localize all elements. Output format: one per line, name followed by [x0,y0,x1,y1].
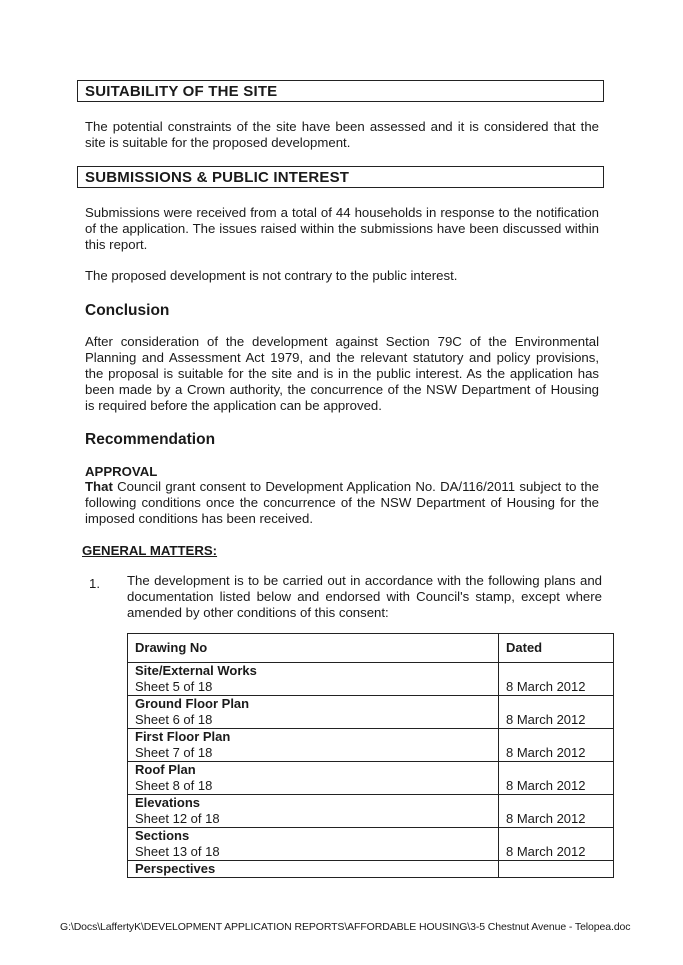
table-row [128,663,614,696]
recommendation-heading: Recommendation [85,431,216,448]
drawing-title: Roof Plan [135,762,196,777]
public-interest-text: The proposed development is not contrary to the public interest. [85,268,458,283]
footer-file-path: G:\Docs\LaffertyK\DEVELOPMENT APPLICATION REPORTS\AFFORDABLE HOUSING\3-5 Chestnut Avenue - Telopea.doc [60,921,631,933]
submissions-text: Submissions were received from a total of 44 households in response to the notification of the application. The issues raised within the submissions have been discussed within this report. [85,205,599,252]
conclusion-text: After consideration of the development against Section 79C of the Environmental Planning and Assessment Act 1979, and the relevant statutory and policy provisions, the proposal is suitable for the site and is in the public interest. As the application has been made by a Crown authority, the concurrence of the NSW Department of Housing is required before the application can be approved. [85,334,599,413]
drawing-title: Ground Floor Plan [135,696,250,711]
drawing-date: 8 March 2012 [499,696,614,729]
drawing-title: Elevations [135,795,201,810]
table-row [128,828,614,861]
table-row [128,762,614,795]
item-text: The development is to be carried out in accordance with the following plans and documentation listed below and endorsed with Council's stamp, except where amended by other conditions of this consent: [127,573,602,620]
table-row [128,795,614,828]
drawing-sheet: Sheet 6 of 18 [135,712,213,727]
drawing-sheet: Sheet 13 of 18 [135,844,220,859]
drawing-title: Site/External Works [135,663,257,678]
recommendation-body: Council grant consent to Development Application No. DA/116/2011 subject to the following conditions once the concurrence of the NSW Department of Housing for the imposed conditions has been received. [85,479,599,526]
drawing-sheet: Sheet 5 of 18 [135,679,213,694]
drawing-title: Sections [135,828,190,843]
submissions-heading-box [77,166,604,188]
that-word: That [85,479,113,494]
drawing-date [499,861,614,878]
conclusion-heading: Conclusion [85,302,170,319]
approval-label: APPROVAL [85,464,158,479]
table-row [128,696,614,729]
item-number: 1. [89,576,100,591]
suitability-heading: SUITABILITY OF THE SITE [85,83,278,100]
col-header-drawing: Drawing No [128,634,499,663]
drawing-date: 8 March 2012 [499,828,614,861]
drawing-date: 8 March 2012 [499,729,614,762]
table-row [128,861,614,878]
drawing-sheet: Sheet 8 of 18 [135,778,213,793]
drawing-date: 8 March 2012 [499,663,614,696]
table-row [128,729,614,762]
drawing-title: Perspectives [135,861,216,876]
suitability-heading-box [77,80,604,102]
drawing-date: 8 March 2012 [499,795,614,828]
col-header-dated: Dated [499,634,614,663]
drawing-date: 8 March 2012 [499,762,614,795]
plans-table [127,633,614,878]
drawing-title: First Floor Plan [135,729,231,744]
submissions-heading: SUBMISSIONS & PUBLIC INTEREST [85,169,350,186]
drawing-sheet: Sheet 7 of 18 [135,745,213,760]
general-matters-heading: GENERAL MATTERS: [82,543,218,558]
drawing-sheet: Sheet 12 of 18 [135,811,220,826]
suitability-text: The potential constraints of the site have been assessed and it is considered that the site is suitable for the proposed development. [85,119,599,150]
table-header-row [128,634,614,663]
recommendation-text [85,479,599,527]
